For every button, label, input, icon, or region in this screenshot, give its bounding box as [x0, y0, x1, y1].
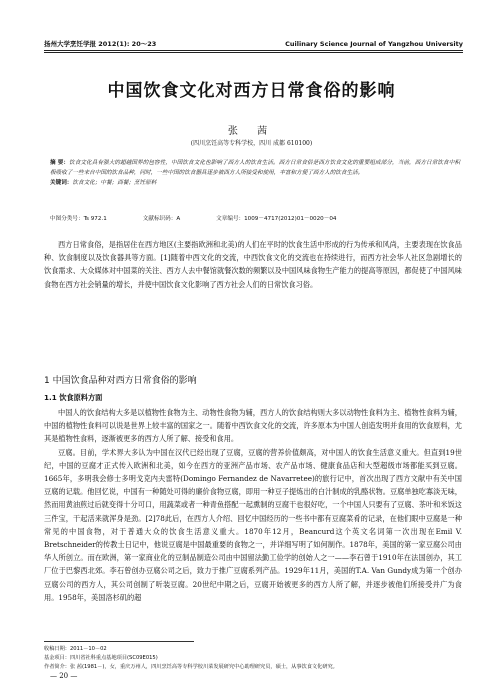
keywords-text: 饮食文化；中餐；西餐；烹饪原料	[72, 180, 157, 186]
section-body	[44, 406, 462, 604]
abstract-block	[50, 158, 460, 188]
body-paragraph: 中国人的饮食结构大多是以植物性食物为主、动物性食物为辅，西方人的饮食结构则大多以动物性食料为主、植物性食料为辅，中国的植物性食料可以说是世界上较丰富的国家之一。随着中西饮食文化的交流，许多原本为中国人创造发明并食用的饮食原料，尤其是植物性食料，逐渐被更多的西方人所了解、接受和食用。	[44, 408, 462, 444]
article-title: 中国饮食文化对西方日常食俗的影响	[107, 81, 396, 101]
author-affiliation: (四川烹饪高等专科学校，四川 成都 610100)	[190, 140, 313, 147]
header-rule-thin	[44, 52, 463, 53]
body-paragraph-tofu: 豆腐。目前，学术界大多认为中国在汉代已经出现了豆腐，豆腐的营养价值颇高，对中国人的饮食生活意义重大。但直到19世纪，中国的豆腐才正式传入欧洲和北美，如今在西方的亚洲产品市场、农产品市场、健康食品店和大型超级市场都能买到豆腐。1665年，多明我会修士多明戈克内夫雷特(Domingo Fernandez de Navarretee)的旅行记中，首次出现了西方文献中有关中国豆腐的记载。他回忆说，中国有一种随处可得的廉价食物豆腐，即用一种豆子提炼出的白汁制成的乳酪状物。豆腐单独吃寡淡无味，然而用黄油煎过后就变得十分可口，用蔬菜或者一种青鱼搭配一起熏制的豆腐干也很好吃，一个中国人只要有了豆腐、茶叶和米饭这三件宝，干起活来就浑身是劲。[2]78此后，在西方人介绍、回忆中国经历的一些书中都有豆腐菜肴的记录，在他们眼中豆腐是一种常见的中国食物，对于普通大众的饮食生活意义重大。1870年12月，Beancurd这个英文名词第一次出现在Emil V. Bretschneider的传教士日记中，他说豆腐是中国最重要的食物之一，并详细写明了如何制作。1878年，美国的第一家豆腐公司由华人所创立。而在欧洲，第一家商业化的豆制品制造公司由中国留法勤工俭学的创始人之一——李石曾于1910年在法国创办，其工厂位于巴黎西北郊。李石曾创办豆腐公司之后，致力于推广豆腐系列产品。1929年11月，美国的T.A. Van Gundy成为第一个创办豆腐公司的西方人，其公司创制了听装豆腐。20世纪中期之后，豆腐开始被更多的西方人所了解，并逐步被他们所接受并广为食用。1958年，美国洛杉矶的超	[44, 447, 462, 602]
page-number: — 20 —	[50, 672, 78, 680]
clc-number: 中图分类号：Ts 972.1	[50, 216, 107, 222]
footnote-fund: 基金项目：四川省社科重点基地项目(SC09E015)	[44, 655, 158, 661]
intro-section	[44, 238, 462, 291]
intro-paragraph: 西方日常食俗，是指居住在西方地区(主要指欧洲和北美)的人们在平时的饮食生活中形成的行为传承和风尚，主要表现在饮食品种、饮食制度以及饮食器具等方面。[1]随着中西文化的交流，中西饮食文化的交流也在持续进行，而西方社会华人社区急剧增长的饮食需求、大众媒体对中国菜的关注、西方人去中餐馆就餐次数的频繁以及中国风味食物生产能力的提高等原因，都促使了中国风味食物在西方社会销量的增长，并使中国饮食文化影响了西方社会人们的日常饮食习俗。	[44, 240, 462, 289]
section-heading-1: 1 中国饮食品种对西方日常食俗的影响	[44, 376, 197, 386]
running-header	[44, 30, 463, 48]
keywords-label: 关键词：	[50, 180, 73, 186]
footnote-received: 收稿日期：2011－10－02	[44, 646, 107, 652]
journal-name-en: Cuilinary Science Journal of Yangzhou University	[285, 40, 463, 48]
footnote-author-bio: 作者简介：张 茜(1981－)，女，重庆万州人，四川烹饪高等专科学校川菜发展研究中心助理研究员，硕士，从事饮食文化研究。	[44, 664, 338, 670]
header-rule	[44, 50, 463, 51]
classification-row	[50, 214, 460, 222]
document-code: 文献标识码：A	[142, 216, 181, 222]
subsection-heading-1-1: 1.1 饮食原料方面	[44, 393, 103, 402]
journal-citation: 扬州大学烹饪学报 2012(1): 20～23	[44, 40, 157, 48]
article-number: 文章编号：1009－4717(2012)01－0020－04	[216, 216, 337, 222]
abstract-label: 摘 要：	[50, 160, 70, 166]
abstract-text: 饮食文化具有强大的超越国界的包容性，中国饮食文化也影响了西方人的饮食生活。西方日常食俗是西方饮食文化的重要组成部分，当前，西方日常饮食中积极吸收了一些来自中国的饮食品种，同时，一些中国的饮食器具逐步被西方人所接受和使用，丰富和方便了西方人的饮食生活。	[50, 160, 460, 176]
author-name: 张 茜	[227, 126, 276, 137]
footnote-rule	[44, 641, 194, 642]
